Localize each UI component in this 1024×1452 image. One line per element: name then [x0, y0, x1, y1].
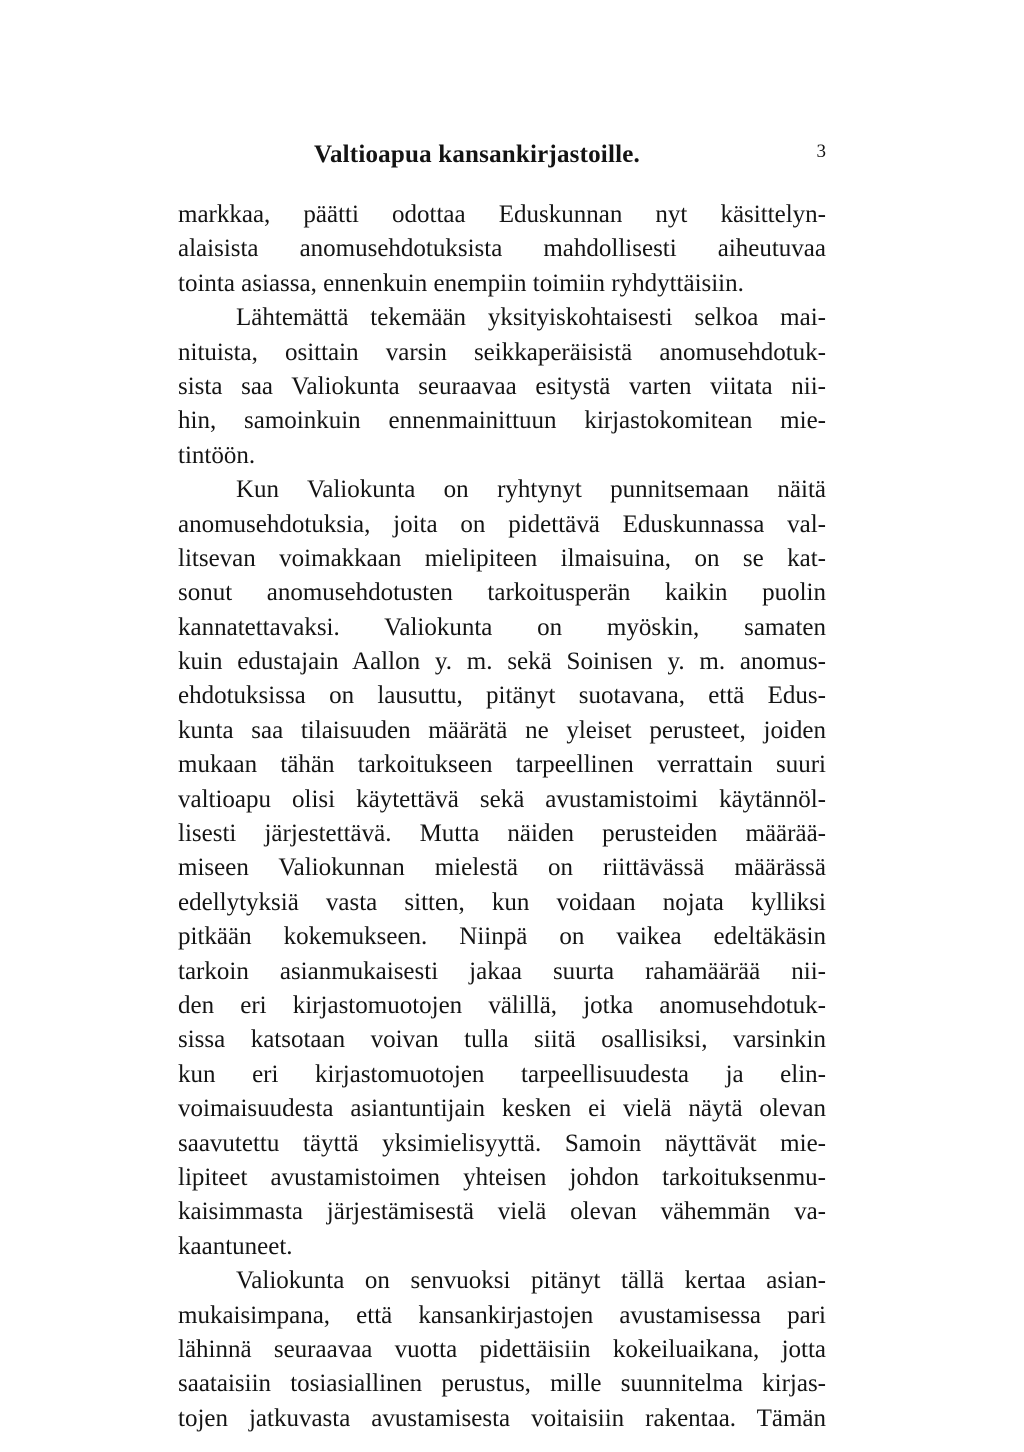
- text-line: Kun Valiokunta on ryhtynyt punnitsemaan näitä: [236, 476, 826, 504]
- text-line: lipiteet avustamistoimen yhteisen johdon tarkoituksenmu-: [178, 1163, 826, 1191]
- text-line: lähinnä seuraavaa vuotta pidettäisiin kokeiluaikana, jotta: [178, 1335, 826, 1363]
- text-line: Valiokunta on senvuoksi pitänyt tällä kertaa asian-: [236, 1267, 826, 1295]
- text-line: mukaisimpana, että kansankirjastojen avustamisessa pari: [178, 1301, 826, 1329]
- text-line: markkaa, päätti odottaa Eduskunnan nyt käsittelyn-: [178, 201, 826, 228]
- text-line: tojen jatkuvasta avustamisesta voitaisiin rakentaa. Tämän: [178, 1404, 826, 1432]
- running-title: Valtioapua kansankirjastoille.: [314, 141, 640, 168]
- text-line: tointa asiassa, ennenkuin enempiin toimiin ryhdyttäisiin.: [178, 269, 744, 297]
- text-line: nituista, osittain varsin seikkaperäisistä anomusehdotuk-: [178, 338, 826, 366]
- text-line: saataisiin tosiasiallinen perustus, mille suunnitelma kirjas-: [178, 1370, 826, 1398]
- text-line: ehdotuksissa on lausuttu, pitänyt suotavana, että Edus-: [178, 682, 826, 710]
- text-line: kunta saa tilaisuuden määrätä ne yleiset perusteet, joiden: [178, 716, 826, 744]
- text-line: anomusehdotuksia, joita on pidettävä Eduskunnassa val-: [178, 510, 826, 538]
- text-line: mukaan tähän tarkoitukseen tarpeellinen verrattain suuri: [178, 751, 826, 779]
- text-line: kannatettavaksi. Valiokunta on myöskin, samaten: [178, 613, 826, 641]
- text-line: alaisista anomusehdotuksista mahdollisesti aiheutuvaa: [178, 235, 826, 263]
- body-text: [178, 198, 826, 1436]
- text-line: litsevan voimakkaan mielipiteen ilmaisuina, on se kat-: [178, 544, 826, 572]
- text-line: kaantuneet.: [178, 1232, 293, 1260]
- text-line: pitkään kokemukseen. Niinpä on vaikea edeltäkäsin: [178, 923, 826, 951]
- text-line: sista saa Valiokunta seuraavaa esitystä varten viitata nii-: [178, 372, 826, 400]
- text-line: tintöön.: [178, 441, 256, 469]
- text-line: tarkoin asianmukaisesti jakaa suurta rahamäärää nii-: [178, 957, 826, 985]
- text-line: edellytyksiä vasta sitten, kun voidaan nojata kylliksi: [178, 888, 826, 916]
- page-number: 3: [816, 141, 826, 162]
- text-line: kuin edustajain Aallon y. m. sekä Soinisen y. m. anomus-: [178, 648, 826, 676]
- text-line: miseen Valiokunnan mielestä on riittävässä määrässä: [178, 854, 826, 882]
- text-line: sonut anomusehdotusten tarkoitusperän kaikin puolin: [178, 579, 826, 607]
- text-line: kaisimmasta järjestämisestä vielä olevan vähemmän va-: [178, 1198, 826, 1226]
- text-line: lisesti järjestettävä. Mutta näiden perusteiden määrää-: [178, 820, 826, 848]
- text-line: den eri kirjastomuotojen välillä, jotka anomusehdotuk-: [178, 991, 826, 1019]
- text-line: Lähtemättä tekemään yksityiskohtaisesti selkoa mai-: [236, 304, 826, 332]
- page-header: [178, 141, 826, 177]
- text-line: kun eri kirjastomuotojen tarpeellisuudesta ja elin-: [178, 1060, 826, 1088]
- text-line: voimaisuudesta asiantuntijain kesken ei vielä näytä olevan: [178, 1095, 826, 1123]
- text-line: saavutettu täyttä yksimielisyyttä. Samoin näyttävät mie-: [178, 1129, 826, 1157]
- text-line: valtioapu olisi käytettävä sekä avustamistoimi käytännöl-: [178, 785, 826, 813]
- text-line: sissa katsotaan voivan tulla siitä osallisiksi, varsinkin: [178, 1026, 826, 1054]
- text-line: hin, samoinkuin ennenmainittuun kirjastokomitean mie-: [178, 407, 826, 435]
